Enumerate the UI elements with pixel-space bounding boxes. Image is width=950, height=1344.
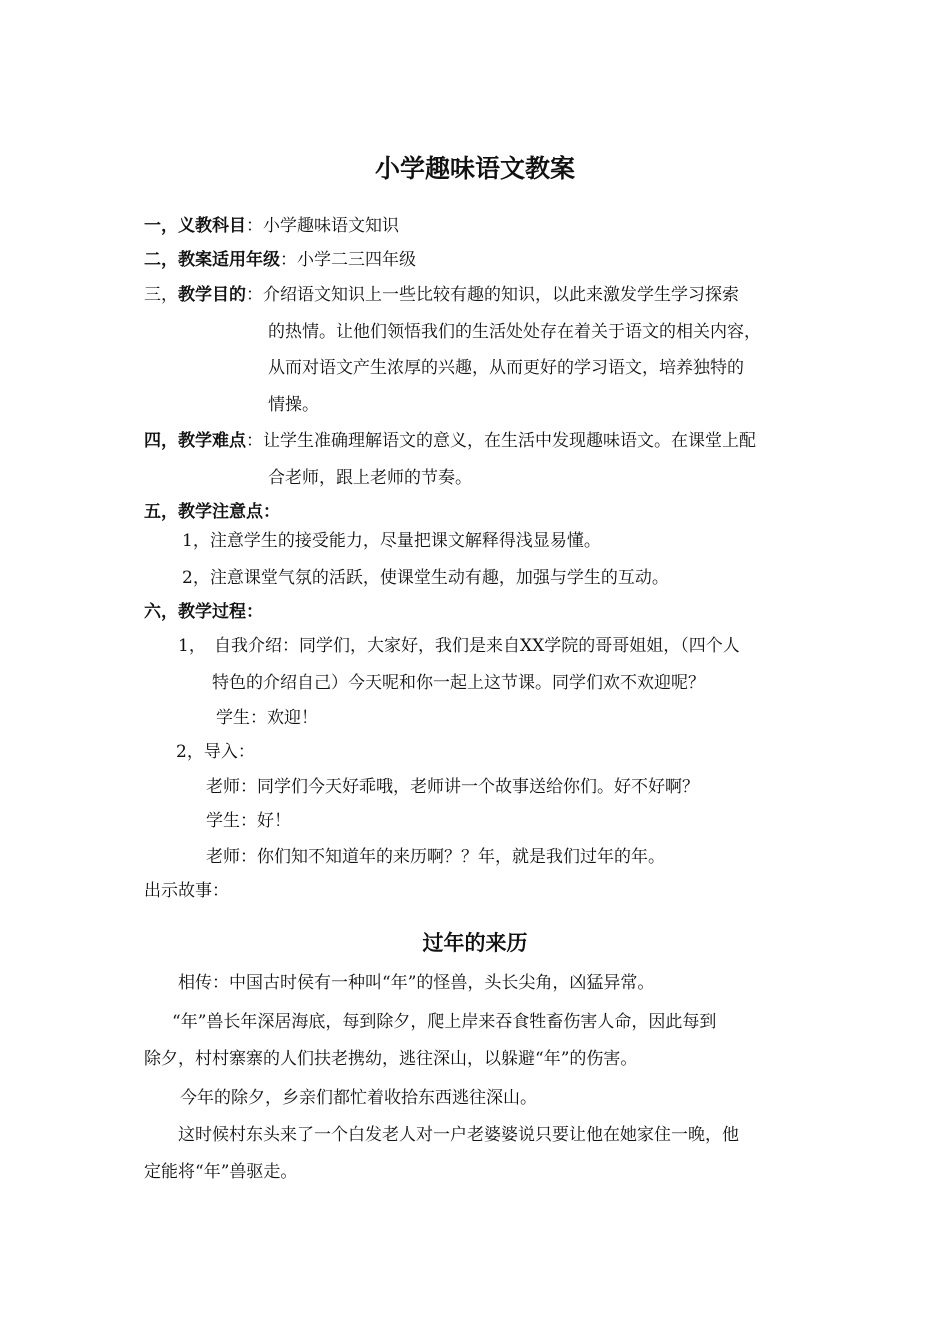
story-line: 相传：中国古时侯有一种叫“年”的怪兽，头长尖角，凶猛异常。	[178, 973, 655, 993]
section-objective-line: 从而对语文产生浓厚的兴趣，从而更好的学习语文，培养独特的	[268, 358, 744, 378]
step1-line: 自我介绍：同学们，大家好，我们是来自XX学院的哥哥姐姐，（四个人	[214, 636, 740, 656]
section-notes-heading: 五，教学注意点：	[144, 502, 280, 522]
section-difficulty-value: 让学生准确理解语文的意义，在生活中发现趣味语文。在课堂上配	[263, 431, 756, 451]
section-objective-line: 的热情。让他们领悟我们的生活处处存在着关于语文的相关内容，	[268, 322, 761, 342]
section-objective: 三，教学目的：介绍语文知识上一些比较有趣的知识，以此来激发学生学习探索	[144, 285, 739, 305]
section-grade: 二，教案适用年级：小学二三四年级	[144, 250, 416, 270]
document-title: 小学趣味语文教案	[374, 154, 575, 183]
section-difficulty: 四，教学难点：让学生准确理解语文的意义，在生活中发现趣味语文。在课堂上配	[144, 431, 756, 451]
section-subject-value: 小学趣味语文知识	[263, 216, 399, 236]
section-difficulty-line: 合老师，跟上老师的节奏。	[268, 468, 472, 488]
dialogue-line: 老师：你们知不知道年的来历啊？？年，就是我们过年的年。	[206, 847, 665, 867]
step1-number: 1，	[178, 636, 206, 656]
section-subject: 一，义教科目：小学趣味语文知识	[144, 216, 399, 236]
step1-line: 特色的介绍自己）今天呢和你一起上这节课。同学们欢不欢迎呢？	[212, 673, 705, 693]
section-grade-value: 小学二三四年级	[297, 250, 416, 270]
section-difficulty-label: 四，教学难点	[144, 431, 246, 451]
section-subject-label: 一，义教科目	[144, 216, 246, 236]
show-story-label: 出示故事：	[144, 881, 229, 901]
story-line: 这时候村东头来了一个白发老人对一户老婆婆说只要让他在她家住一晚，他	[178, 1125, 739, 1145]
dialogue-line: 老师：同学们今天好乖哦，老师讲一个故事送给你们。好不好啊？	[206, 777, 699, 797]
section-objective-line: 情操。	[268, 395, 319, 415]
step1-student-reply: 学生：欢迎！	[216, 708, 318, 728]
story-title: 过年的来历	[422, 931, 528, 955]
section-process-heading: 六，教学过程：	[144, 602, 263, 622]
story-line: 今年的除夕，乡亲们都忙着收拾东西逃往深山。	[180, 1088, 537, 1108]
story-line: “年”兽长年深居海底，每到除夕，爬上岸来吞食牲畜伤害人命，因此每到	[172, 1012, 717, 1032]
section-objective-label: 教学目的	[178, 285, 246, 305]
note-item: 1，注意学生的接受能力，尽量把课文解释得浅显易懂。	[182, 531, 601, 551]
story-line: 除夕，村村寨寨的人们扶老携幼，逃往深山，以躲避“年”的伤害。	[144, 1049, 638, 1069]
note-item: 2，注意课堂气氛的活跃，使课堂生动有趣，加强与学生的互动。	[182, 568, 669, 588]
section-grade-label: 二，教案适用年级	[144, 250, 280, 270]
step2-heading: 2，导入：	[176, 742, 255, 762]
story-line: 定能将“年”兽驱走。	[144, 1162, 298, 1182]
section-objective-value: 介绍语文知识上一些比较有趣的知识，以此来激发学生学习探索	[263, 285, 739, 305]
dialogue-line: 学生：好！	[206, 811, 291, 831]
